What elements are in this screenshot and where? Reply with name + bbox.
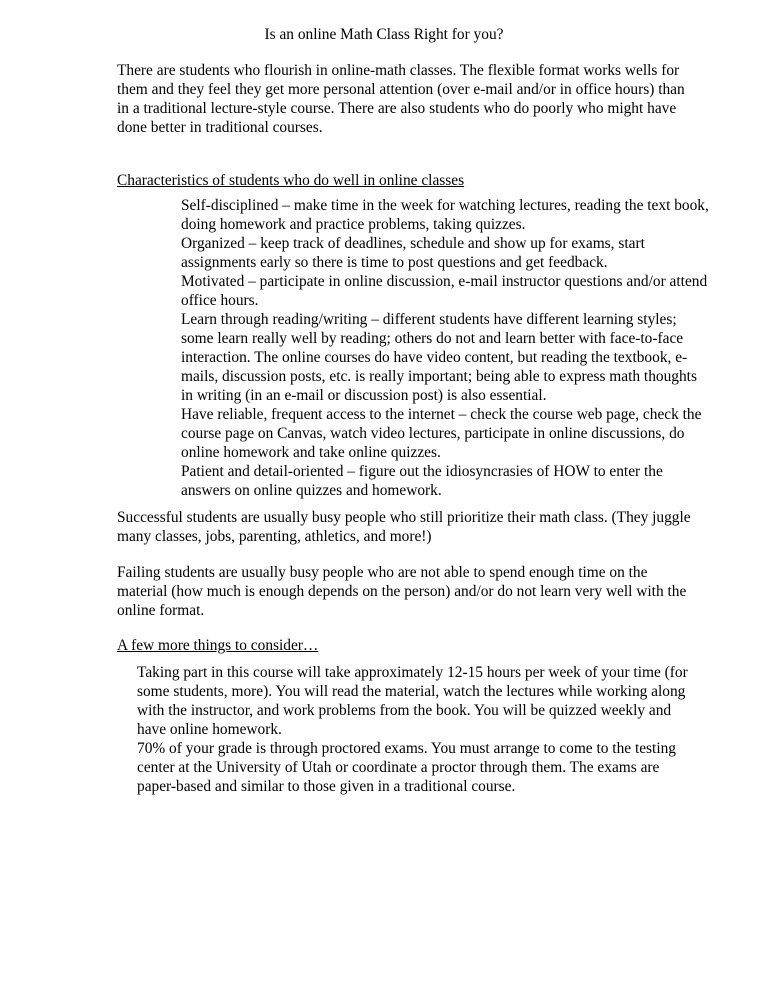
section-heading-characteristics: Characteristics of students who do well in online classes	[117, 172, 465, 189]
list-item: Learn through reading/writing – different students have different learning styles; some learn really well by reading; others do not and learn better with face-to-face interaction. The online courses do have video content, but reading the textbook, e-mails, discussion posts, etc. is really important; being able to express math thoughts in writing (in an e-mail or discussion post) is also essential.	[181, 311, 697, 404]
list-item: Motivated – participate in online discussion, e-mail instructor questions and/or attend office hours.	[181, 273, 708, 309]
list-item: 70% of your grade is through proctored exams. You must arrange to come to the testing center at the University of Utah or coordinate a proctor through them. The exams are paper-based and similar to those given in a traditional course.	[137, 740, 676, 795]
failing-students-paragraph: Failing students are usually busy people who are not able to spend enough time on the material (how much is enough depends on the person) and/or do not learn very well with the online format.	[117, 564, 687, 619]
characteristics-list	[181, 196, 711, 500]
considerations-list	[137, 663, 697, 796]
list-item: Taking part in this course will take approximately 12-15 hours per week of your time (for some students, more). You will read the material, watch the lectures while working along with the instructor, and work problems from the book. You will be quizzed weekly and have online homework.	[137, 664, 688, 738]
intro-paragraph: There are students who flourish in online-math classes. The flexible format works wells for them and they feel they get more personal attention (over e-mail and/or in office hours) than in a traditional lecture-style course. There are also students who do poorly who might have done better in traditional courses.	[117, 62, 685, 136]
list-item: Have reliable, frequent access to the internet – check the course web page, check the course page on Canvas, watch video lectures, participate in online discussions, do online homework and take online quizzes.	[181, 406, 702, 461]
list-item: Organized – keep track of deadlines, schedule and show up for exams, start assignments early so there is time to post questions and get feedback.	[181, 235, 645, 271]
list-item: Patient and detail-oriented – figure out the idiosyncrasies of HOW to enter the answers on online quizzes and homework.	[181, 463, 663, 499]
document-title: Is an online Math Class Right for you?	[264, 26, 504, 43]
section-heading-more-things: A few more things to consider…	[117, 637, 319, 654]
list-item: Self-disciplined – make time in the week for watching lectures, reading the text book, doing homework and practice problems, taking quizzes.	[181, 197, 709, 233]
successful-students-paragraph: Successful students are usually busy people who still prioritize their math class. (They juggle many classes, jobs, parenting, athletics, and more!)	[117, 509, 691, 545]
